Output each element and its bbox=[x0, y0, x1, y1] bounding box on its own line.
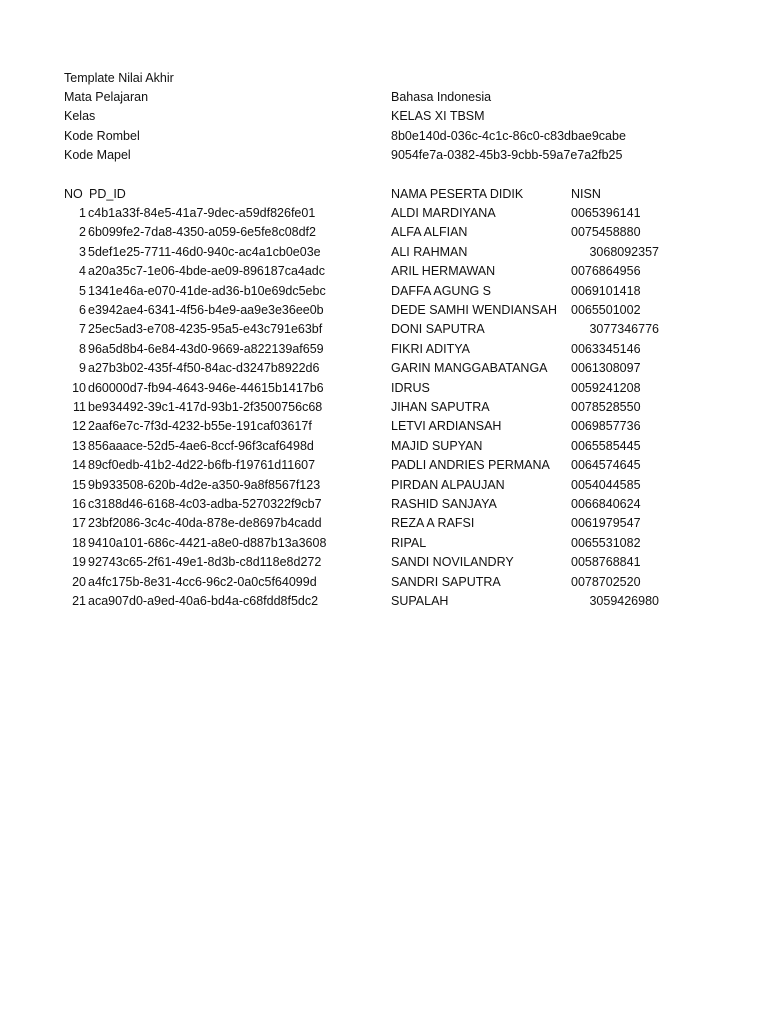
cell-nama: SUPALAH bbox=[391, 594, 449, 608]
field-value: Bahasa Indonesia bbox=[391, 90, 492, 104]
column-header-pd-id: PD_ID bbox=[89, 187, 126, 201]
cell-pd-id: 92743c65-2f61-49e1-8d3b-c8d118e8d272 bbox=[88, 555, 322, 569]
column-header-nisn: NISN bbox=[571, 187, 601, 201]
field-label: Mata Pelajaran bbox=[64, 90, 149, 104]
table-row bbox=[0, 359, 768, 378]
cell-pd-id: a20a35c7-1e06-4bde-ae09-896187ca4adc bbox=[88, 264, 326, 278]
field-value: KELAS XI TBSM bbox=[391, 109, 485, 123]
cell-no: 2 bbox=[79, 225, 86, 239]
cell-nisn: 0064574645 bbox=[571, 458, 641, 472]
table-row bbox=[0, 514, 768, 533]
column-header-nama: NAMA PESERTA DIDIK bbox=[391, 187, 524, 201]
cell-no: 13 bbox=[72, 439, 86, 453]
table-row bbox=[0, 282, 768, 301]
cell-pd-id: 5def1e25-7711-46d0-940c-ac4a1cb0e03e bbox=[88, 245, 321, 259]
cell-nisn: 0069857736 bbox=[571, 419, 641, 433]
table-row bbox=[0, 417, 768, 436]
cell-pd-id: 856aaace-52d5-4ae6-8ccf-96f3caf6498d bbox=[88, 439, 314, 453]
field-value: 9054fe7a-0382-45b3-9cbb-59a7e7a2fb25 bbox=[391, 148, 623, 162]
cell-nisn: 0059241208 bbox=[571, 381, 641, 395]
table-row bbox=[0, 592, 768, 611]
field-label: Kelas bbox=[64, 109, 96, 123]
cell-nama: ARIL HERMAWAN bbox=[391, 264, 496, 278]
cell-pd-id: 25ec5ad3-e708-4235-95a5-e43c791e63bf bbox=[88, 322, 323, 336]
cell-pd-id: d60000d7-fb94-4643-946e-44615b1417b6 bbox=[88, 381, 324, 395]
cell-nisn: 0065396141 bbox=[571, 206, 641, 220]
cell-no: 11 bbox=[73, 400, 86, 414]
cell-pd-id: 9410a101-686c-4421-a8e0-d887b13a3608 bbox=[88, 536, 327, 550]
field-row-kode-rombel bbox=[0, 127, 768, 146]
table-row bbox=[0, 320, 768, 339]
table-row bbox=[0, 553, 768, 572]
cell-no: 14 bbox=[72, 458, 86, 472]
cell-nisn: 0063345146 bbox=[571, 342, 641, 356]
cell-nisn: 3059426980 bbox=[589, 594, 659, 608]
cell-pd-id: c3188d46-6168-4c03-adba-5270322f9cb7 bbox=[88, 497, 322, 511]
cell-nisn: 0065501002 bbox=[571, 303, 641, 317]
cell-no: 4 bbox=[79, 264, 86, 278]
cell-no: 8 bbox=[79, 342, 86, 356]
table-row bbox=[0, 379, 768, 398]
cell-nisn: 0078528550 bbox=[571, 400, 641, 414]
cell-nama: FIKRI ADITYA bbox=[391, 342, 470, 356]
cell-no: 16 bbox=[72, 497, 86, 511]
field-row-mata-pelajaran bbox=[0, 88, 768, 107]
cell-pd-id: 6b099fe2-7da8-4350-a059-6e5fe8c08df2 bbox=[88, 225, 316, 239]
cell-nisn: 0066840624 bbox=[571, 497, 641, 511]
cell-no: 15 bbox=[72, 478, 86, 492]
table-row bbox=[0, 437, 768, 456]
cell-nama: PIRDAN ALPAUJAN bbox=[391, 478, 505, 492]
cell-nisn: 0078702520 bbox=[571, 575, 641, 589]
table-row bbox=[0, 398, 768, 417]
cell-pd-id: a27b3b02-435f-4f50-84ac-d3247b8922d6 bbox=[88, 361, 320, 375]
cell-nama: JIHAN SAPUTRA bbox=[391, 400, 490, 414]
table-row bbox=[0, 476, 768, 495]
table-row bbox=[0, 495, 768, 514]
cell-pd-id: 2aaf6e7c-7f3d-4232-b55e-191caf03617f bbox=[88, 419, 312, 433]
cell-no: 21 bbox=[72, 594, 86, 608]
cell-nisn: 0069101418 bbox=[571, 284, 641, 298]
cell-nama: ALI RAHMAN bbox=[391, 245, 468, 259]
table-row bbox=[0, 301, 768, 320]
cell-nama: DEDE SAMHI WENDIANSAH bbox=[391, 303, 557, 317]
cell-nama: IDRUS bbox=[391, 381, 430, 395]
cell-nama: ALDI MARDIYANA bbox=[391, 206, 496, 220]
cell-pd-id: 23bf2086-3c4c-40da-878e-de8697b4cadd bbox=[88, 516, 322, 530]
cell-nisn: 0061308097 bbox=[571, 361, 641, 375]
field-label: Kode Mapel bbox=[64, 148, 131, 162]
cell-nama: ALFA ALFIAN bbox=[391, 225, 468, 239]
cell-pd-id: aca907d0-a9ed-40a6-bd4a-c68fdd8f5dc2 bbox=[88, 594, 319, 608]
field-value: 8b0e140d-036c-4c1c-86c0-c83dbae9cabe bbox=[391, 129, 626, 143]
table-row bbox=[0, 204, 768, 223]
cell-no: 5 bbox=[79, 284, 86, 298]
cell-no: 18 bbox=[72, 536, 86, 550]
cell-nama: LETVI ARDIANSAH bbox=[391, 419, 502, 433]
cell-no: 6 bbox=[79, 303, 86, 317]
template-title: Template Nilai Akhir bbox=[64, 71, 174, 85]
table-row bbox=[0, 243, 768, 262]
cell-pd-id: e3942ae4-6341-4f56-b4e9-aa9e3e36ee0b bbox=[88, 303, 324, 317]
cell-no: 9 bbox=[79, 361, 86, 375]
cell-no: 19 bbox=[72, 555, 86, 569]
cell-no: 10 bbox=[72, 381, 86, 395]
column-header-no: NO bbox=[64, 187, 83, 201]
table-row bbox=[0, 573, 768, 592]
cell-no: 7 bbox=[79, 322, 86, 336]
cell-nisn: 0076864956 bbox=[571, 264, 641, 278]
cell-nama: DONI SAPUTRA bbox=[391, 322, 485, 336]
cell-nama: SANDI NOVILANDRY bbox=[391, 555, 514, 569]
cell-no: 1 bbox=[79, 206, 86, 220]
table-row bbox=[0, 262, 768, 281]
cell-no: 12 bbox=[72, 419, 86, 433]
table-header-row bbox=[0, 185, 768, 204]
cell-no: 3 bbox=[79, 245, 86, 259]
table-row bbox=[0, 223, 768, 242]
cell-nisn: 3068092357 bbox=[589, 245, 659, 259]
cell-pd-id: be934492-39c1-417d-93b1-2f3500756c68 bbox=[88, 400, 323, 414]
cell-pd-id: 89cf0edb-41b2-4d22-b6fb-f19761d11607 bbox=[88, 458, 316, 472]
table-row bbox=[0, 340, 768, 359]
cell-nisn: 3077346776 bbox=[589, 322, 659, 336]
cell-pd-id: 96a5d8b4-6e84-43d0-9669-a822139af659 bbox=[88, 342, 324, 356]
cell-no: 17 bbox=[72, 516, 86, 530]
cell-no: 20 bbox=[72, 575, 86, 589]
cell-nama: PADLI ANDRIES PERMANA bbox=[391, 458, 550, 472]
cell-pd-id: c4b1a33f-84e5-41a7-9dec-a59df826fe01 bbox=[88, 206, 316, 220]
template-title-row bbox=[0, 69, 768, 88]
table-row bbox=[0, 456, 768, 475]
cell-nama: MAJID SUPYAN bbox=[391, 439, 483, 453]
field-row-kelas bbox=[0, 107, 768, 126]
cell-pd-id: a4fc175b-8e31-4cc6-96c2-0a0c5f64099d bbox=[88, 575, 317, 589]
cell-nisn: 0058768841 bbox=[571, 555, 641, 569]
cell-pd-id: 1341e46a-e070-41de-ad36-b10e69dc5ebc bbox=[88, 284, 326, 298]
cell-nama: REZA A RAFSI bbox=[391, 516, 475, 530]
cell-nama: RASHID SANJAYA bbox=[391, 497, 497, 511]
cell-nisn: 0061979547 bbox=[571, 516, 641, 530]
cell-nisn: 0075458880 bbox=[571, 225, 641, 239]
cell-nisn: 0054044585 bbox=[571, 478, 641, 492]
cell-pd-id: 9b933508-620b-4d2e-a350-9a8f8567f123 bbox=[88, 478, 321, 492]
table-row bbox=[0, 534, 768, 553]
cell-nisn: 0065531082 bbox=[571, 536, 641, 550]
cell-nama: GARIN MANGGABATANGA bbox=[391, 361, 548, 375]
cell-nisn: 0065585445 bbox=[571, 439, 641, 453]
field-label: Kode Rombel bbox=[64, 129, 140, 143]
cell-nama: RIPAL bbox=[391, 536, 427, 550]
cell-nama: DAFFA AGUNG S bbox=[391, 284, 492, 298]
cell-nama: SANDRI SAPUTRA bbox=[391, 575, 501, 589]
field-row-kode-mapel bbox=[0, 146, 768, 165]
